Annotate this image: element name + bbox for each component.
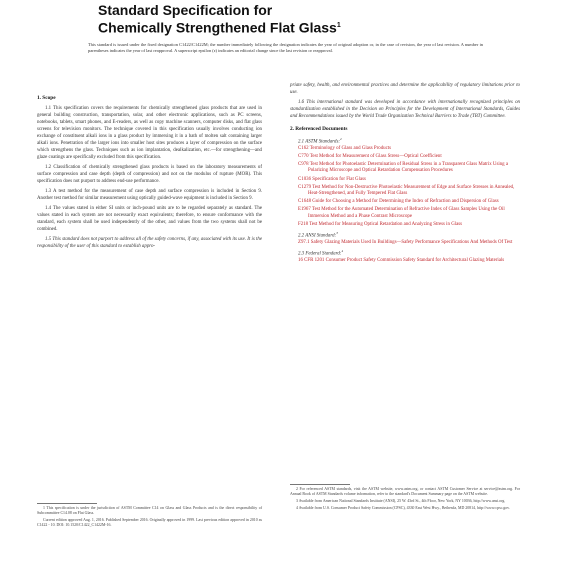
footnote: Current edition approved Aug. 1, 2016. Published September 2016. Originally approved in 1999. Last previous edition approved in 2010 as C1422 - 10. DOI: 10.1520/C1422_C1422M-16. bbox=[37, 518, 262, 527]
astm-reference-list bbox=[298, 146, 520, 229]
footnote: 2 For referenced ASTM standards, visit the ASTM website, www.astm.org, or contact ASTM Customer Service at service@astm.org. For Annual Book of ASTM Standards volume information, refer to the standard's Document Summary page on the ASTM website. bbox=[290, 487, 520, 496]
title-line-2-text: Chemically Strengthened Flat Glass bbox=[98, 19, 337, 36]
reference-code-link[interactable]: C978 bbox=[298, 161, 309, 167]
reference-item bbox=[298, 258, 520, 265]
reference-item bbox=[298, 162, 520, 175]
reference-item bbox=[298, 177, 520, 184]
reference-title-link[interactable]: Test Method for Measuring Optical Retardation and Analyzing Stress in Glass bbox=[309, 222, 463, 228]
footnote: 3 Available from American National Standards Institute (ANSI), 25 W. 43rd St., 4th Floor, New York, NY 10036, http://www.ansi.org. bbox=[296, 499, 506, 503]
left-column bbox=[37, 93, 262, 253]
reference-item bbox=[298, 146, 520, 153]
para-1-5: 1.5 This standard does not purport to address all of the safety concerns, if any, associated with its use. It is the responsibility of the user of this standard to establish appro- bbox=[37, 237, 262, 249]
title-line-1: Standard Specification for bbox=[98, 2, 273, 18]
reference-title-link[interactable]: Safety Glazing Materials Used In Buildings—Safety Performance Specifications And Methods Of Test bbox=[310, 239, 513, 245]
federal-subheading-text: 2.3 Federal Standard: bbox=[298, 251, 342, 257]
para-1-4: 1.4 The values stated in either SI units or inch-pound units are to be regarded separately as standard. The values stated in each system are not necessarily exact equivalents; therefore, to ensure conformance with the standard, each system shall be used independently of the other, and values from the two systems shall not be combined. bbox=[37, 206, 262, 232]
right-column bbox=[290, 82, 520, 266]
reference-code-link[interactable]: 16 CFR 1201 bbox=[298, 257, 325, 263]
reference-title-link[interactable]: Consumer Product Safety Commission Safety Standard for Architectural Glazing Materials bbox=[325, 257, 505, 263]
ansi-footnote-mark: 3 bbox=[336, 231, 338, 236]
reference-code-link[interactable]: C162 bbox=[298, 145, 309, 151]
astm-subheading-text: 2.1 ASTM Standards: bbox=[298, 139, 340, 145]
designation-notice: This standard is issued under the fixed designation C1422/C1422M; the number immediately following the designation indicates the year of original adoption or, in the case of revision, the year of last revision. A number in parentheses indicates the year of last reapproval. A superscript epsilon (ε) indicates an editorial change since the last revision or reapproval. bbox=[88, 42, 483, 53]
footnote-rule-right bbox=[290, 484, 350, 485]
reference-title-link[interactable]: Test Method for the Automated Determination of Refractive Index of Glass Samples Using the Oil Immersion Method and a Phase Contrast Microscope bbox=[308, 207, 505, 219]
referenced-docs-heading: 2. Referenced Documents bbox=[290, 126, 348, 132]
para-1-6: 1.6 This international standard was developed in accordance with internationally recognized principles on standardization established in the Decision on Principles for the Development of International Standards, Guides and Recommendations issued by the World Trade Organization Technical Barriers to Trade (TBT) Committee. bbox=[290, 100, 520, 119]
reference-item bbox=[298, 185, 520, 198]
federal-standard-subheading bbox=[298, 248, 520, 258]
reference-code-link[interactable]: Z97.1 bbox=[298, 239, 310, 245]
reference-code-link[interactable]: C1648 bbox=[298, 199, 312, 205]
para-1-3: 1.3 A test method for the measurement of case depth and surface compression is included in Section 9. Another test method for similar measurement using optically guided-wave equipment is included in Section 9. bbox=[37, 189, 262, 201]
reference-title-link[interactable]: Specification for Flat Glass bbox=[312, 176, 366, 182]
ansi-standard-subheading bbox=[298, 230, 520, 240]
scope-heading: 1. Scope bbox=[37, 95, 56, 101]
para-1-5-cont: priate safety, health, and environmental practices and determine the applicability of regulatory limitations prior to use. bbox=[290, 83, 520, 95]
federal-reference-list bbox=[298, 258, 520, 265]
reference-code-link[interactable]: F218 bbox=[298, 222, 309, 228]
reference-item bbox=[298, 207, 520, 220]
para-1-1: 1.1 This specification covers the requirements for chemically strengthened glass products that are used in general building construction, transportation, solar, and other electronic applications, such as PC screens, notebooks, tablets, smart phones, and E-readers, as well as copy machine scanners, computer disks, and flat glass screens for television monitors. The technique covered in this specification usually involves conducting ion exchange of constituent alkali ions in a glass product by immersing it in a bath of molten salt containing larger alkali ions. Penetration of the larger ions into smaller host sites produces a layer of compression on the surface which strengthens the glass. Techniques such as ion implantation, dealkalization, etc.—for strengthening—and glaze coatings are specifically excluded from this specification. bbox=[37, 106, 262, 160]
footnote: 1 This specification is under the jurisdiction of ASTM Committee C14 on Glass and Glass Products and is the direct responsibility of Subcommittee C14.08 on Flat Glass. bbox=[37, 506, 262, 515]
reference-title-link[interactable]: Test Method for Measurement of Glass Stress—Optical Coefficient bbox=[309, 153, 442, 159]
para-1-2: 1.2 Classification of chemically strengthened glass products is based on the laboratory measurements of surface compression and case depth (depth of compression) and not on the modulus of rupture (MOR). This specification does not purport to address end-use performance. bbox=[37, 165, 262, 184]
reference-title-link[interactable]: Test Method for Non-Destructive Photoelastic Measurement of Edge and Surface Stresses in Annealed, Heat-Strengthened, and Fully Tempered Flat Glass bbox=[308, 184, 515, 197]
reference-item bbox=[298, 240, 520, 247]
reference-item bbox=[298, 154, 520, 161]
footnotes-left bbox=[37, 506, 262, 530]
title-footnote-mark: 1 bbox=[336, 22, 341, 29]
reference-code-link[interactable]: C770 bbox=[298, 153, 309, 159]
footnote: 4 Available from U.S. Consumer Product Safety Commission (CPSC), 4330 East West Hwy., Bethesda, MD 20814, http://www.cpsc.gov. bbox=[296, 506, 510, 510]
reference-item bbox=[298, 222, 520, 229]
ansi-reference-list bbox=[298, 240, 520, 247]
ansi-subheading-text: 2.2 ANSI Standard: bbox=[298, 233, 337, 239]
reference-code-link[interactable]: E1967 bbox=[298, 207, 311, 213]
reference-item bbox=[298, 199, 520, 206]
federal-footnote-mark: 4 bbox=[341, 248, 344, 253]
footnote-rule-left bbox=[37, 503, 97, 504]
footnotes-right bbox=[290, 487, 520, 513]
astm-standards-subheading bbox=[298, 136, 520, 146]
reference-title-link[interactable]: Guide for Choosing a Method for Determining the Index of Refraction and Dispersion of Glass bbox=[312, 199, 499, 205]
reference-code-link[interactable]: C1279 bbox=[298, 184, 312, 190]
reference-code-link[interactable]: C1036 bbox=[298, 176, 312, 182]
astm-footnote-mark: 2 bbox=[339, 137, 342, 141]
title-line-2 bbox=[98, 18, 498, 36]
reference-title-link[interactable]: Test Method for Photoelastic Determination of Residual Stress in a Transparent Glass Matrix Using a Polarizing Microscope and Optical Retardation Compensation Procedures bbox=[308, 161, 508, 174]
reference-title-link[interactable]: Terminology of Glass and Glass Products bbox=[309, 145, 392, 151]
